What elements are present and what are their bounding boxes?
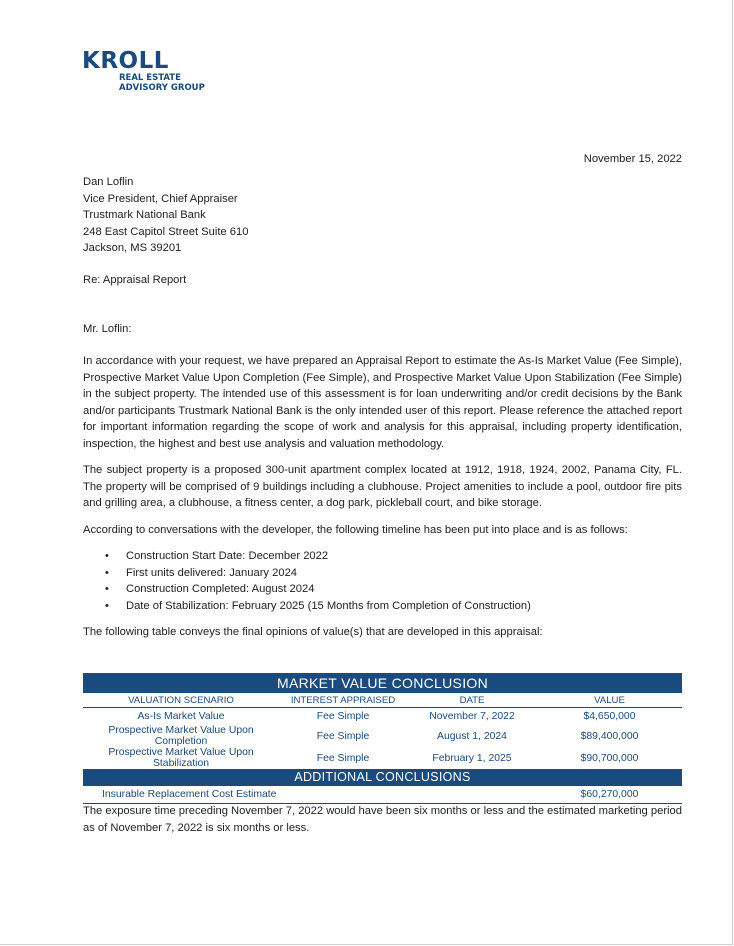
- value-table-grid: [83, 693, 682, 769]
- header-value: VALUE: [537, 693, 682, 708]
- table-row: [83, 747, 682, 769]
- cell-interest: Fee Simple: [316, 711, 370, 722]
- letter-body: [83, 353, 682, 651]
- salutation: Mr. Loflin:: [83, 323, 132, 335]
- list-item: [105, 565, 682, 582]
- timeline-text: Construction Start Date: December 2022: [126, 550, 329, 562]
- logo-subtitle-line1: REAL ESTATE: [119, 73, 181, 83]
- logo-wordmark: KROLL: [82, 48, 169, 74]
- table-header-row: [83, 693, 682, 708]
- header-date: DATE: [407, 693, 537, 708]
- cell-value: $89,400,000: [580, 730, 639, 742]
- table-intro-paragraph: The following table conveys the final opinions of value(s) that are developed in this appraisal:: [83, 626, 543, 638]
- letter-date: November 15, 2022: [583, 153, 682, 165]
- cell-value: $90,700,000: [580, 752, 639, 764]
- recipient-street: 248 East Capitol Street Suite 610: [83, 225, 249, 238]
- cell-scenario: As-Is Market Value: [137, 711, 225, 722]
- recipient-address: [83, 174, 248, 257]
- cell-date: February 1, 2025: [432, 752, 512, 764]
- cell-interest: Fee Simple: [316, 752, 370, 764]
- timeline-intro-paragraph: According to conversations with the developer, the following timeline has been put into place and is as follows:: [83, 523, 628, 536]
- recipient-city: Jackson, MS 39201: [83, 242, 182, 254]
- additional-conclusion-row: [83, 786, 682, 804]
- list-item: [105, 598, 682, 615]
- insurable-cost-value: $60,270,000: [580, 789, 639, 800]
- header-scenario: VALUATION SCENARIO: [83, 693, 279, 708]
- cell-date: August 1, 2024: [437, 730, 507, 742]
- timeline-list: [83, 548, 682, 614]
- timeline-text: First units delivered: January 2024: [126, 566, 298, 579]
- recipient-name: Dan Loflin: [83, 176, 134, 188]
- intro-paragraph: In accordance with your request, we have prepared an Appraisal Report to estimate the As-Is Market Value (Fee Simple), Prospective Market Value Upon Completion (Fee Simple), and Prospective Market Value Upon Stabilization (Fee Simple) in the subject property. The intended use of this assessment is for loan underwriting and/or credit decisions by the Bank and/or participants Trustmark National Bank is the only intended user of this report. Please reference the attached report for important information regarding the scope of work and analysis for this appraisal, including property identification, inspection, the highest and best use analysis and valuation methodology.: [83, 355, 682, 450]
- cell-value: $4,650,000: [583, 711, 636, 722]
- table-row: [83, 708, 682, 726]
- list-item: [105, 581, 682, 598]
- additional-conclusions-title: ADDITIONAL CONCLUSIONS: [83, 769, 682, 786]
- bullet-icon: •: [105, 550, 109, 562]
- timeline-text: Construction Completed: August 2024: [126, 583, 315, 595]
- bullet-icon: •: [105, 599, 109, 612]
- kroll-logo: [82, 50, 205, 93]
- cell-date: November 7, 2022: [429, 711, 515, 722]
- bullet-icon: •: [105, 583, 109, 595]
- timeline-text: Date of Stabilization: February 2025 (15 Months from Completion of Construction): [126, 599, 531, 612]
- header-interest: INTEREST APPRAISED: [279, 693, 407, 708]
- logo-subtitle-line2: ADVISORY GROUP: [119, 83, 205, 93]
- list-item: [105, 548, 682, 565]
- closing-paragraph: The exposure time preceding November 7, 2022 would have been six months or less and the estimated marketing period as of November 7, 2022 is six months or less.: [83, 805, 682, 834]
- subject-line: Re: Appraisal Report: [83, 274, 187, 286]
- insurable-cost-label: Insurable Replacement Cost Estimate: [102, 789, 277, 800]
- recipient-company: Trustmark National Bank: [83, 209, 206, 221]
- bullet-icon: •: [105, 566, 109, 579]
- table-row: [83, 725, 682, 747]
- property-paragraph: The subject property is a proposed 300-unit apartment complex located at 1912, 1918, 1924, 2002, Panama City, FL. The property will be comprised of 9 buildings including a clubhouse. Project amenities to include a pool, outdoor fire pits and grilling area, a clubhouse, a fitness center, a dog park, pickleball court, and bike storage.: [83, 464, 682, 509]
- cell-scenario: Prospective Market Value Upon Completion: [108, 725, 254, 747]
- market-value-table: [83, 673, 682, 804]
- recipient-title: Vice President, Chief Appraiser: [83, 192, 238, 205]
- table-title: MARKET VALUE CONCLUSION: [83, 673, 682, 693]
- cell-interest: Fee Simple: [316, 730, 370, 742]
- cell-scenario: Prospective Market Value Upon Stabilization: [108, 747, 254, 769]
